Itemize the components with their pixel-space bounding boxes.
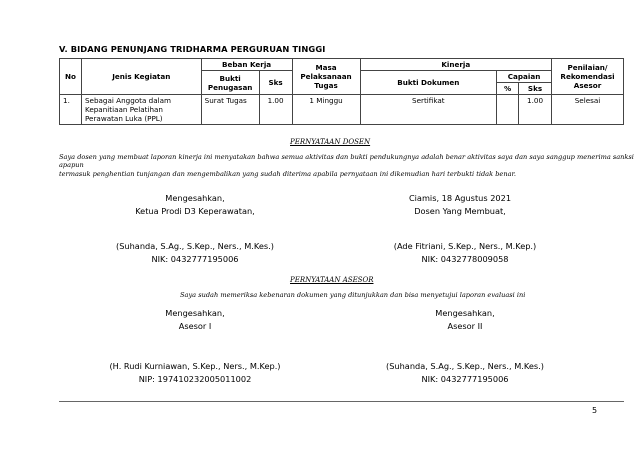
cell-masa: 1 Minggu — [292, 95, 360, 125]
sign-dosen-left — [95, 192, 295, 218]
page-number: 5 — [592, 406, 598, 415]
cell-no: 1. — [60, 95, 82, 125]
signer-id: NIK: 0432777195006 — [421, 374, 509, 384]
cell-capaian-sks: 1.00 — [519, 95, 552, 125]
section-title: V. BIDANG PENUNJANG TRIDHARMA PERGURUAN TINGGI — [59, 44, 326, 54]
table-row — [60, 95, 624, 125]
cell-bukti-penugasan: Surat Tugas — [201, 95, 259, 125]
header-bukti-penugasan: Bukti Penugasan — [201, 71, 259, 95]
sign-dosen-right-name — [355, 240, 575, 266]
cell-sks: 1.00 — [259, 95, 292, 125]
pernyataan-dosen-line1: Saya dosen yang membuat laporan kinerja ini menyatakan bahwa semua aktivitas dan bukti pendukungnya adalah benar aktivitas saya dan saya sanggup menerima sanksi apapun — [59, 153, 634, 169]
sign-role: Asesor I — [178, 321, 212, 331]
sign-dosen-left-name — [95, 240, 295, 266]
header-capaian-sks: Sks — [519, 83, 552, 95]
signer-name: (Suhanda, S.Ag., S.Kep., Ners., M.Kes.) — [386, 361, 544, 371]
footer-divider — [59, 401, 624, 402]
activity-table — [59, 58, 624, 125]
signer-id: NIP: 197410232005011002 — [138, 374, 252, 384]
sign-asesor-left — [95, 307, 295, 333]
header-beban-kerja: Beban Kerja — [201, 59, 292, 71]
pernyataan-dosen-title: PERNYATAAN DOSEN — [290, 138, 371, 146]
header-masa-pelaksanaan: Masa Pelaksanaan Tugas — [292, 59, 360, 95]
sign-label: Mengesahkan, — [435, 308, 495, 318]
signer-id: NIK: 0432778009058 — [421, 254, 509, 264]
header-jenis-kegiatan: Jenis Kegiatan — [81, 59, 201, 95]
sign-role: Dosen Yang Membuat, — [414, 206, 506, 216]
sign-asesor-right — [365, 307, 565, 333]
pernyataan-asesor-title: PERNYATAAN ASESOR — [290, 276, 374, 284]
sign-label: Mengesahkan, — [165, 308, 225, 318]
signer-name: (Suhanda, S.Ag., S.Kep., Ners., M.Kes.) — [116, 241, 274, 251]
header-persen: % — [497, 83, 519, 95]
sign-label: Mengesahkan, — [165, 193, 225, 203]
signer-id: NIK: 0432777195006 — [151, 254, 239, 264]
header-capaian: Capaian — [497, 71, 552, 83]
sign-role: Asesor II — [447, 321, 483, 331]
sign-place-date: Ciamis, 18 Agustus 2021 — [408, 193, 512, 203]
header-no: No — [60, 59, 82, 95]
sign-dosen-right — [360, 192, 560, 218]
pernyataan-dosen-line2: termasuk penghentian tunjangan dan mengembalikan yang sudah diterima apabila pernyataan ini dikemudian hari terbukti tidak benar. — [59, 170, 517, 178]
sign-asesor-right-name — [355, 360, 575, 386]
cell-persen — [497, 95, 519, 125]
cell-bukti-dokumen: Sertifikat — [360, 95, 497, 125]
header-sks: Sks — [259, 71, 292, 95]
pernyataan-asesor-line1: Saya sudah memeriksa kebenaran dokumen yang ditunjukkan dan bisa menyetujui laporan evaluasi ini — [180, 291, 526, 299]
signer-name: (H. Rudi Kurniawan, S.Kep., Ners., M.Kep.) — [109, 361, 281, 371]
header-penilaian: Penilaian/ Rekomendasi Asesor — [552, 59, 624, 95]
sign-role: Ketua Prodi D3 Keperawatan, — [135, 206, 255, 216]
cell-penilaian: Selesai — [552, 95, 624, 125]
header-kinerja: Kinerja — [360, 59, 552, 71]
signer-name: (Ade Fitriani, S.Kep., Ners., M.Kep.) — [393, 241, 537, 251]
cell-jenis-kegiatan: Sebagai Anggota dalam Kepanitiaan Pelatihan Perawatan Luka (PPL) — [81, 95, 201, 125]
sign-asesor-left-name — [85, 360, 305, 386]
header-bukti-dokumen: Bukti Dokumen — [360, 71, 497, 95]
